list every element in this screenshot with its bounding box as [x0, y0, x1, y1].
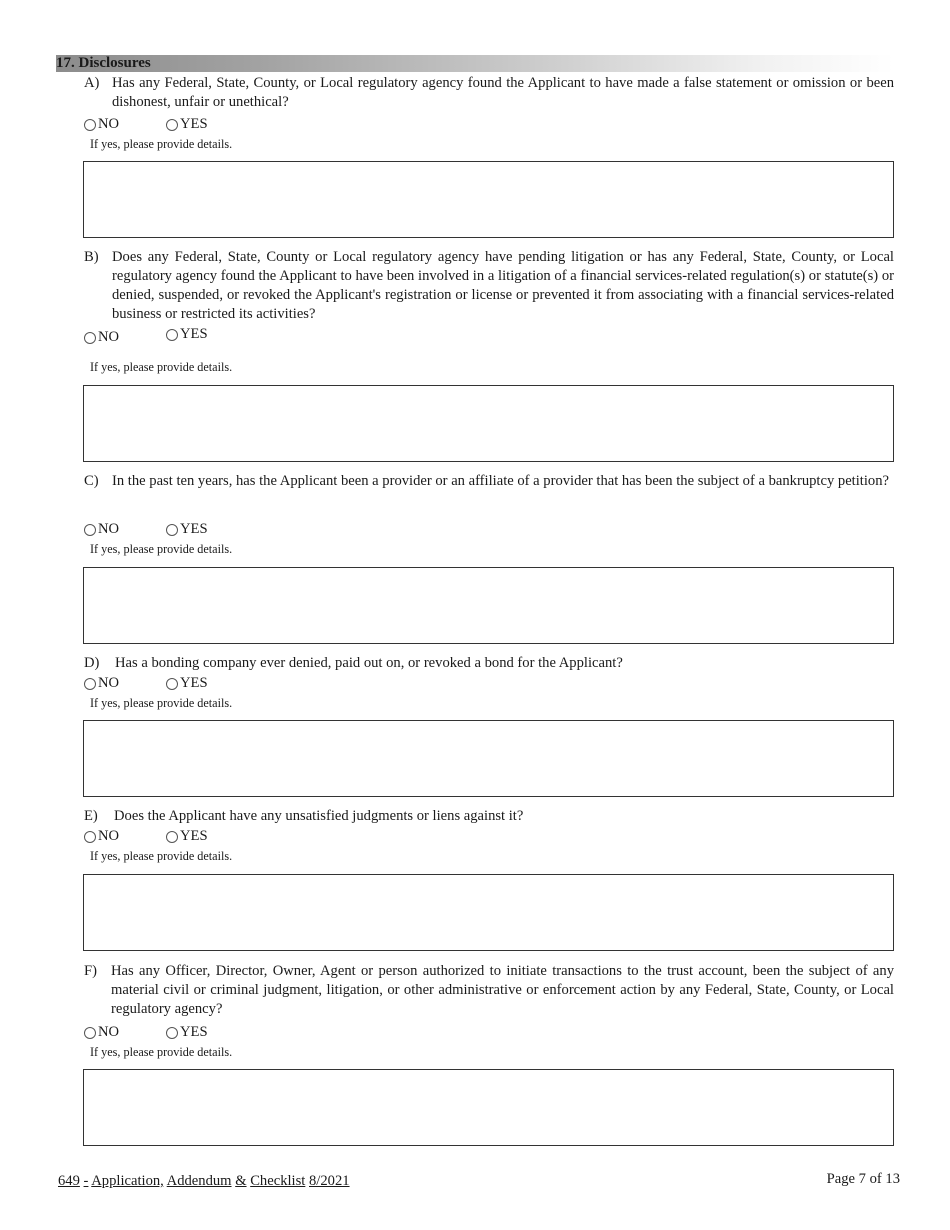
- radio-label: NO: [98, 116, 120, 132]
- question-d-hint: If yes, please provide details.: [90, 696, 233, 710]
- radio-circle-icon[interactable]: [166, 831, 178, 843]
- question-d-yes-radio[interactable]: [166, 675, 208, 692]
- question-b-yes-radio[interactable]: [166, 326, 208, 343]
- question-a-details-input[interactable]: [83, 161, 894, 238]
- radio-label: YES: [180, 521, 208, 537]
- question-a: [84, 74, 894, 112]
- question-letter: A): [84, 75, 100, 91]
- question-text: Has a bonding company ever denied, paid out on, or revoked a bond for the Applicant?: [115, 655, 623, 671]
- question-letter: E): [84, 808, 98, 824]
- question-letter: C): [84, 473, 99, 489]
- radio-circle-icon[interactable]: [166, 524, 178, 536]
- radio-circle-icon[interactable]: [84, 119, 96, 131]
- radio-label: NO: [98, 828, 120, 844]
- question-c-details-input[interactable]: [83, 567, 894, 644]
- radio-circle-icon[interactable]: [166, 329, 178, 341]
- question-text: Has any Federal, State, County, or Local regulatory agency found the Applicant to have made a false statement or omission or been dishonest, unfair or unethical?: [112, 75, 894, 110]
- footer-addendum: Addendum: [166, 1173, 232, 1189]
- question-text: Does any Federal, State, County or Local regulatory agency have pending litigation or has any Federal, State, County, or Local regulatory agency found the Applicant to have been involved in a litigation of a financial services-related regulation(s) or statute(s) or denied, suspended, or revoked the Applicant's registration or license or prevented it from associating with a financial services-related business or restricted its activities?: [112, 249, 894, 322]
- radio-circle-icon[interactable]: [84, 831, 96, 843]
- radio-circle-icon[interactable]: [166, 1027, 178, 1039]
- footer-checklist: Checklist: [250, 1173, 306, 1189]
- question-text: Has any Officer, Director, Owner, Agent or person authorized to initiate transactions to the trust account, been the subject of any material civil or criminal judgment, litigation, or other administrative or enforcement action by any Federal, State, County, or Local regulatory agency?: [111, 963, 894, 1017]
- question-d-no-radio[interactable]: [84, 675, 119, 692]
- footer-form-number: 649: [58, 1173, 80, 1189]
- question-text: Does the Applicant have any unsatisfied judgments or liens against it?: [114, 808, 524, 824]
- question-letter: F): [84, 963, 97, 979]
- question-d: [84, 654, 894, 673]
- page-number: Page 7 of 13: [826, 1171, 900, 1187]
- radio-circle-icon[interactable]: [166, 119, 178, 131]
- question-f-yes-radio[interactable]: [166, 1024, 208, 1041]
- question-e: [84, 807, 894, 826]
- footer-dash: -: [83, 1173, 89, 1189]
- question-a-hint: If yes, please provide details.: [90, 137, 233, 151]
- radio-circle-icon[interactable]: [84, 678, 96, 690]
- footer-amp: &: [235, 1173, 247, 1189]
- question-a-no-radio[interactable]: [84, 116, 119, 133]
- question-e-yes-radio[interactable]: [166, 828, 208, 845]
- question-c-hint: If yes, please provide details.: [90, 542, 233, 556]
- radio-label: YES: [180, 116, 208, 132]
- radio-label: YES: [180, 326, 208, 342]
- radio-label: YES: [180, 828, 208, 844]
- radio-circle-icon[interactable]: [84, 524, 96, 536]
- question-b-no-radio[interactable]: [84, 329, 119, 346]
- section-title: 17. Disclosures: [56, 55, 894, 72]
- radio-label: YES: [180, 675, 208, 691]
- footer-doc-title: Application,: [91, 1173, 164, 1189]
- question-letter: B): [84, 249, 99, 265]
- question-c-no-radio[interactable]: [84, 521, 119, 538]
- radio-label: NO: [98, 1024, 120, 1040]
- radio-label: NO: [98, 329, 120, 345]
- question-b-hint: If yes, please provide details.: [90, 360, 233, 374]
- footer-revision: 8/2021: [309, 1173, 350, 1189]
- question-d-details-input[interactable]: [83, 720, 894, 797]
- radio-label: NO: [98, 521, 120, 537]
- question-f: [84, 962, 894, 1019]
- question-f-details-input[interactable]: [83, 1069, 894, 1146]
- radio-circle-icon[interactable]: [84, 332, 96, 344]
- question-f-no-radio[interactable]: [84, 1024, 119, 1041]
- question-b: [84, 248, 894, 324]
- question-e-details-input[interactable]: [83, 874, 894, 951]
- question-c-yes-radio[interactable]: [166, 521, 208, 538]
- question-e-hint: If yes, please provide details.: [90, 849, 233, 863]
- question-f-hint: If yes, please provide details.: [90, 1045, 233, 1059]
- radio-circle-icon[interactable]: [166, 678, 178, 690]
- question-a-yes-radio[interactable]: [166, 116, 208, 133]
- footer-form-id: [58, 1173, 350, 1190]
- radio-circle-icon[interactable]: [84, 1027, 96, 1039]
- question-e-no-radio[interactable]: [84, 828, 119, 845]
- radio-label: YES: [180, 1024, 208, 1040]
- radio-label: NO: [98, 675, 120, 691]
- question-b-details-input[interactable]: [83, 385, 894, 462]
- question-letter: D): [84, 655, 100, 671]
- question-text: In the past ten years, has the Applicant been a provider or an affiliate of a provider that has been the subject of a bankruptcy petition?: [112, 473, 889, 489]
- question-c: [84, 472, 894, 491]
